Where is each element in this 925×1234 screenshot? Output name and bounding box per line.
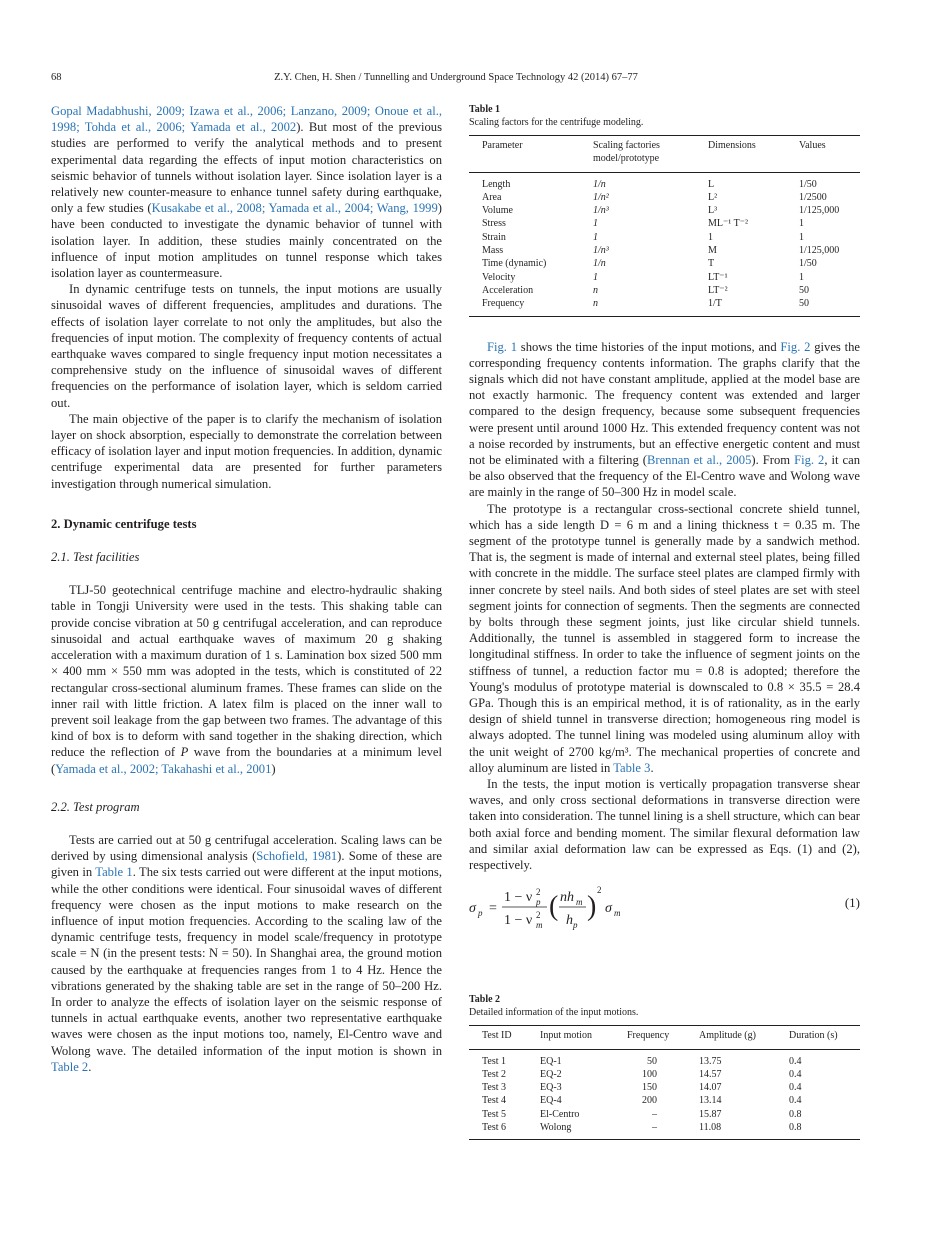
table-cell: EQ-3 xyxy=(540,1082,562,1094)
svg-text:2: 2 xyxy=(597,885,602,896)
paragraph: The prototype is a rectangular cross-sectional concrete shield tunnel, which has a side length D = 6 m and a lining thickness t = 0.35 m. The segment of the prototype tunnel is generally made by a sandwich method. That is, the segment is made of internal and external steel plates, being filled with concrete in the middle. The surface steel plates are clamped firmly with inner concrete by steel nails. And both sides of steel plates are set with steel segment joints for connection of segments. Then the segments are connected by bolts through these segment joints, just like circular shield tunnels. Additionally, the tunnel is assembled in staggered form to increase the longitudinal stiffness. In order to take the influence of segment joints on the stiffness of tunnel, a reduction factor mu = 0.8 is adopted; therefore the Young's modulus of prototype material is downscaled to 0.8 × 35.5 = 28.4 GPa. Though this is an empirical method, it is of rationality, as in the early design of shield tunnel in transverse direction; homogeneous ring model is always adopted. The tunnel lining was modeled using aluminum alloy with the unit weight of 2700 kg/m³. The mechanical properties of concrete and alloy aluminum are listed in Table 3. xyxy=(469,501,860,775)
table-cell: – xyxy=(652,1108,657,1120)
table-cell: L² xyxy=(708,191,718,203)
table-cell: L³ xyxy=(708,205,718,217)
column-header: Duration (s) xyxy=(789,1030,838,1042)
table-row xyxy=(469,1094,860,1107)
table-cell: EQ-1 xyxy=(540,1055,562,1067)
column-header: Values xyxy=(799,140,826,151)
table-link[interactable]: Table 1 xyxy=(95,865,133,880)
table-cell: Test 5 xyxy=(482,1108,507,1120)
column-header: Parameter xyxy=(482,140,523,151)
table-cell: Test 4 xyxy=(482,1095,507,1107)
table-row xyxy=(469,217,860,230)
table-row xyxy=(469,1108,860,1121)
table-cell: Strain xyxy=(482,231,506,243)
citation-link[interactable]: Yamada et al., 2002; Takahashi et al., 2001 xyxy=(55,761,272,776)
table-link[interactable]: Table 2 xyxy=(51,1059,89,1074)
table-row xyxy=(469,297,860,316)
svg-text:1 − ν: 1 − ν xyxy=(504,890,533,906)
citation-link[interactable]: Gopal Madabhushi, 2009; Izawa et al., 2006; Lanzano, 2009; Onoue et al., 1998; Tohda et al., 2006; Yamada et al., 2002 xyxy=(51,104,442,135)
table-cell: 1/125,000 xyxy=(799,245,840,257)
svg-text:p: p xyxy=(536,897,541,908)
table-cell: Frequency xyxy=(482,298,525,310)
table-body xyxy=(469,172,860,316)
table-cell: 200 xyxy=(642,1095,657,1107)
svg-text:(: ( xyxy=(549,891,559,923)
figure-link[interactable]: Fig. 1 xyxy=(487,339,518,354)
column-header: Frequency xyxy=(627,1030,670,1042)
table-cell: 1/125,000 xyxy=(799,205,840,217)
table-caption: Detailed information of the input motions. xyxy=(469,1007,639,1019)
table-1 xyxy=(469,103,860,317)
svg-text:σ: σ xyxy=(469,901,476,917)
figure-link[interactable]: Fig. 2 xyxy=(794,452,825,467)
table-cell: Volume xyxy=(482,205,513,217)
table-row xyxy=(469,204,860,217)
table-cell: El-Centro xyxy=(540,1108,580,1120)
column-header: Test ID xyxy=(482,1030,512,1042)
table-cell: 1 xyxy=(593,218,598,230)
table-cell: M xyxy=(708,245,717,257)
table-cell: 1/50 xyxy=(799,178,817,190)
table-cell: LT⁻¹ xyxy=(708,271,728,283)
table-row xyxy=(469,284,860,297)
table-cell: 150 xyxy=(642,1082,657,1094)
table-cell: 14.07 xyxy=(699,1082,722,1094)
paragraph: Gopal Madabhushi, 2009; Izawa et al., 2006; Lanzano, 2009; Onoue et al., 1998; Tohda et al., 2006; Yamada et al., 2002). But most of the previous studies are performed to verify the analytical methods and to present experimental data regarding the effects of input motion characteristics on seismic behavior of tunnels without isolation layer. Since isolation layer is a relatively new counter-measure to enhance tunnel safety during earthquake, only a few studies (Kusakabe et al., 2008; Yamada et al., 2004; Wang, 1999) have been conducted to investigate the dynamic behavior of tunnel with isolation layer. In addition, these studies mainly concentrated on the influence of input motion amplitudes on tunnel response which takes isolation layer as countermeasure. xyxy=(51,104,442,281)
paragraph: TLJ-50 geotechnical centrifuge machine and electro-hydraulic shaking table in Tongji University were used in the tests. This shaking table can provide concise vibration at 50 g centrifugal acceleration, and can reproduce sinusoidal and actual earthquake waves of maximum 20 g shaking acceleration with a maximum duration of 1 s. Lamination box sized 500 mm × 400 mm × 550 mm was adopted in the tests, which is constituted of 22 rectangular cross-sectional aluminum frames. These frames can slide on the inner rail with little friction. A latex film is placed on the inner wall to prevent soil leakage from the gap between two frames. The advantage of this kind of box is to deform with sand together in the shaking direction, which reduce the reflection of P wave from the boundaries at a minimum level (Yamada et al., 2002; Takahashi et al., 2001) xyxy=(51,583,442,776)
table-row xyxy=(469,172,860,191)
table-cell: – xyxy=(652,1122,657,1134)
table-row xyxy=(469,231,860,244)
table-cell: 50 xyxy=(799,284,809,296)
subsection-heading: 2.2. Test program xyxy=(51,799,140,814)
table-header-row xyxy=(469,136,860,173)
equation-number: (1) xyxy=(844,895,860,911)
table-cell: EQ-2 xyxy=(540,1068,562,1080)
page-header xyxy=(51,72,861,88)
table-cell: EQ-4 xyxy=(540,1095,562,1107)
section-heading: 2. Dynamic centrifuge tests xyxy=(51,516,197,531)
column-header: Scaling factories model/prototype xyxy=(593,140,660,165)
table-cell: LT⁻² xyxy=(708,284,728,296)
table-cell: Wolong xyxy=(540,1122,572,1134)
paragraph: Tests are carried out at 50 g centrifugal acceleration. Scaling laws can be derived by using dimensional analysis (Schofield, 1981). Some of these are given in Table 1. The six tests carried out were different at the input motions, while the other conditions were identical. Four sinusoidal waves of different frequency were chosen as the input motions to make research on the influence of input motion frequencies. According to the scaling law of the dynamic centrifuge tests, frequency in model scale/frequency in prototype scale = N (in the present tests: N = 50). In Shanghai area, the ground motion caused by the earthquake at frequencies ranges from 1 to 4 Hz. Hence the vibrations generated by the shaking table are set in the range of 50–200 Hz. In order to analyze the effects of isolation layer on the seismic response of tunnels in actual earthquake events, another two representative earthquake waves were chosen as the input motions too, namely, El-Centro wave and Wolong wave. The detailed information of the input motion is shown in Table 2. xyxy=(51,832,442,1074)
table-row xyxy=(469,1081,860,1094)
table-cell: Test 3 xyxy=(482,1082,507,1094)
table-cell: Acceleration xyxy=(482,284,534,296)
paragraph: The main objective of the paper is to clarify the mechanism of isolation layer on shock absorption, especially to demonstrate the correlation between efficacy of isolation layer and input motion frequencies. In addition, dynamic centrifuge experimental data are presented for further parameters investigation through numerical simulation. xyxy=(51,411,442,491)
svg-text:h: h xyxy=(566,913,573,929)
table-cell: 1 xyxy=(708,231,713,243)
table-cell: Length xyxy=(482,178,511,190)
svg-text:m: m xyxy=(536,920,543,931)
table-cell: 1 xyxy=(799,271,804,283)
table-body xyxy=(469,1049,860,1140)
table-cell: T xyxy=(708,258,715,270)
table-cell: 0.8 xyxy=(789,1108,802,1120)
table-cell: Mass xyxy=(482,245,504,257)
table-cell: Time (dynamic) xyxy=(482,258,547,270)
equation-1 xyxy=(469,881,860,931)
table-row xyxy=(469,1049,860,1068)
table-cell: 13.14 xyxy=(699,1095,722,1107)
table-cell: 1/n³ xyxy=(593,245,609,257)
table-caption: Scaling factors for the centrifuge modeling. xyxy=(469,117,644,128)
table-row xyxy=(469,191,860,204)
running-title: Z.Y. Chen, H. Shen / Tunnelling and Underground Space Technology 42 (2014) 67–77 xyxy=(274,72,638,83)
citation-link[interactable]: Schofield, 1981 xyxy=(256,849,338,864)
table-cell: 1/n³ xyxy=(593,205,609,217)
table-cell: 1/n xyxy=(593,258,606,270)
table-cell: L xyxy=(708,178,715,190)
table-cell: 1/T xyxy=(708,298,722,310)
column-header: Amplitude (g) xyxy=(699,1030,756,1042)
table-cell: 0.8 xyxy=(789,1122,802,1134)
svg-text:p: p xyxy=(573,920,578,931)
table-cell: Velocity xyxy=(482,271,516,283)
table-cell: 0.4 xyxy=(789,1095,802,1107)
svg-text:σ: σ xyxy=(605,901,612,917)
table-cell: 0.4 xyxy=(789,1082,802,1094)
table-cell: 100 xyxy=(642,1068,657,1080)
table-cell: Test 2 xyxy=(482,1068,507,1080)
svg-text:2: 2 xyxy=(536,910,541,921)
paragraph: In dynamic centrifuge tests on tunnels, the input motions are usually sinusoidal waves of different frequencies, amplitudes and durations. The effects of isolation layer correlate to not only the amplitudes, but also the frequencies of input motion. The complexity of frequency contents of actual earthquake waves compared to single frequency input motion necessitates a comprehensive study on the influence of sinusoidal waves of different frequencies on the performance of isolation layer, which is seldom carried out. xyxy=(51,282,442,410)
svg-text:nh: nh xyxy=(560,890,574,906)
svg-text:2: 2 xyxy=(536,887,541,898)
svg-text:m: m xyxy=(614,908,621,919)
table-cell: 14.57 xyxy=(699,1068,722,1080)
table-cell: 1/50 xyxy=(799,258,817,270)
table-cell: Test 1 xyxy=(482,1055,507,1067)
table-cell: ML⁻¹ T⁻² xyxy=(708,218,748,230)
table-row xyxy=(469,257,860,270)
table-2 xyxy=(469,993,860,1140)
table-header-row xyxy=(469,1026,860,1049)
table-cell: 50 xyxy=(647,1055,657,1067)
svg-text:p: p xyxy=(478,908,483,919)
table-cell: 0.4 xyxy=(789,1068,802,1080)
svg-text:m: m xyxy=(576,897,583,908)
paragraph: In the tests, the input motion is vertically propagation transverse shear waves, and only cross sectional deformations in transverse direction were taken into consideration. The tunnel lining is a shell structure, which can bear both axial force and bending moment. The similar flexural deformation law and similar axial deformation law can be expressed as Eqs. (1) and (2), respectively. xyxy=(469,777,860,873)
table-cell: 1 xyxy=(593,231,598,243)
page-number: 68 xyxy=(51,72,62,83)
table-cell: 1 xyxy=(799,218,804,230)
table-cell: Area xyxy=(482,191,502,203)
table-row xyxy=(469,1068,860,1081)
table-cell: 1/2500 xyxy=(799,191,827,203)
svg-text:): ) xyxy=(587,891,597,923)
table-cell: Stress xyxy=(482,218,506,230)
column-header: Input motion xyxy=(540,1030,592,1042)
table-cell: 1 xyxy=(593,271,598,283)
table-label: Table 2 xyxy=(469,994,501,1006)
subsection-heading: 2.1. Test facilities xyxy=(51,550,140,565)
table-cell: 50 xyxy=(799,298,809,310)
column-header: Dimensions xyxy=(708,140,756,151)
equation-formula xyxy=(469,881,799,931)
table-cell: n xyxy=(593,298,598,310)
table-cell: 13.75 xyxy=(699,1055,722,1067)
table-cell: 11.08 xyxy=(699,1122,722,1134)
paragraph: Fig. 1 shows the time histories of the input motions, and Fig. 2 gives the corresponding frequency contents information. The graphs clarify that the signals which did not have constant amplitude, applied at the model base are not exactly harmonic. The frequency content was extended and larger compared to the design frequency, because some subsequent frequencies were present until around 1000 Hz. This extended frequency content was not a noise recorded by instruments, but an effective energetic content and must not be eliminated with a filtering (Brennan et al., 2005). From Fig. 2, it can be also observed that the frequency of the El-Centro wave and Wolong wave are mainly in the range of 50–300 Hz in model scale. xyxy=(469,339,860,500)
figure-link[interactable]: Fig. 2 xyxy=(780,339,811,354)
svg-text:1 − ν: 1 − ν xyxy=(504,913,533,929)
scaling-factors-table xyxy=(469,135,860,317)
svg-text:=: = xyxy=(489,901,497,917)
table-cell: 0.4 xyxy=(789,1055,802,1067)
table-row xyxy=(469,244,860,257)
citation-link[interactable]: Kusakabe et al., 2008; Yamada et al., 2004; Wang, 1999 xyxy=(151,201,438,216)
left-column xyxy=(51,103,442,1075)
table-cell: 1/n² xyxy=(593,191,609,203)
table-cell: 1 xyxy=(799,231,804,243)
table-label: Table 1 xyxy=(469,104,501,115)
table-row xyxy=(469,271,860,284)
table-cell: 15.87 xyxy=(699,1108,722,1120)
table-row xyxy=(469,1121,860,1140)
table-cell: Test 6 xyxy=(482,1122,507,1134)
citation-link[interactable]: Brennan et al., 2005 xyxy=(647,452,752,467)
right-column xyxy=(469,103,860,1140)
table-link[interactable]: Table 3 xyxy=(613,760,651,775)
table-cell: n xyxy=(593,284,598,296)
table-cell: 1/n xyxy=(593,178,606,190)
input-motions-table xyxy=(469,1025,860,1140)
